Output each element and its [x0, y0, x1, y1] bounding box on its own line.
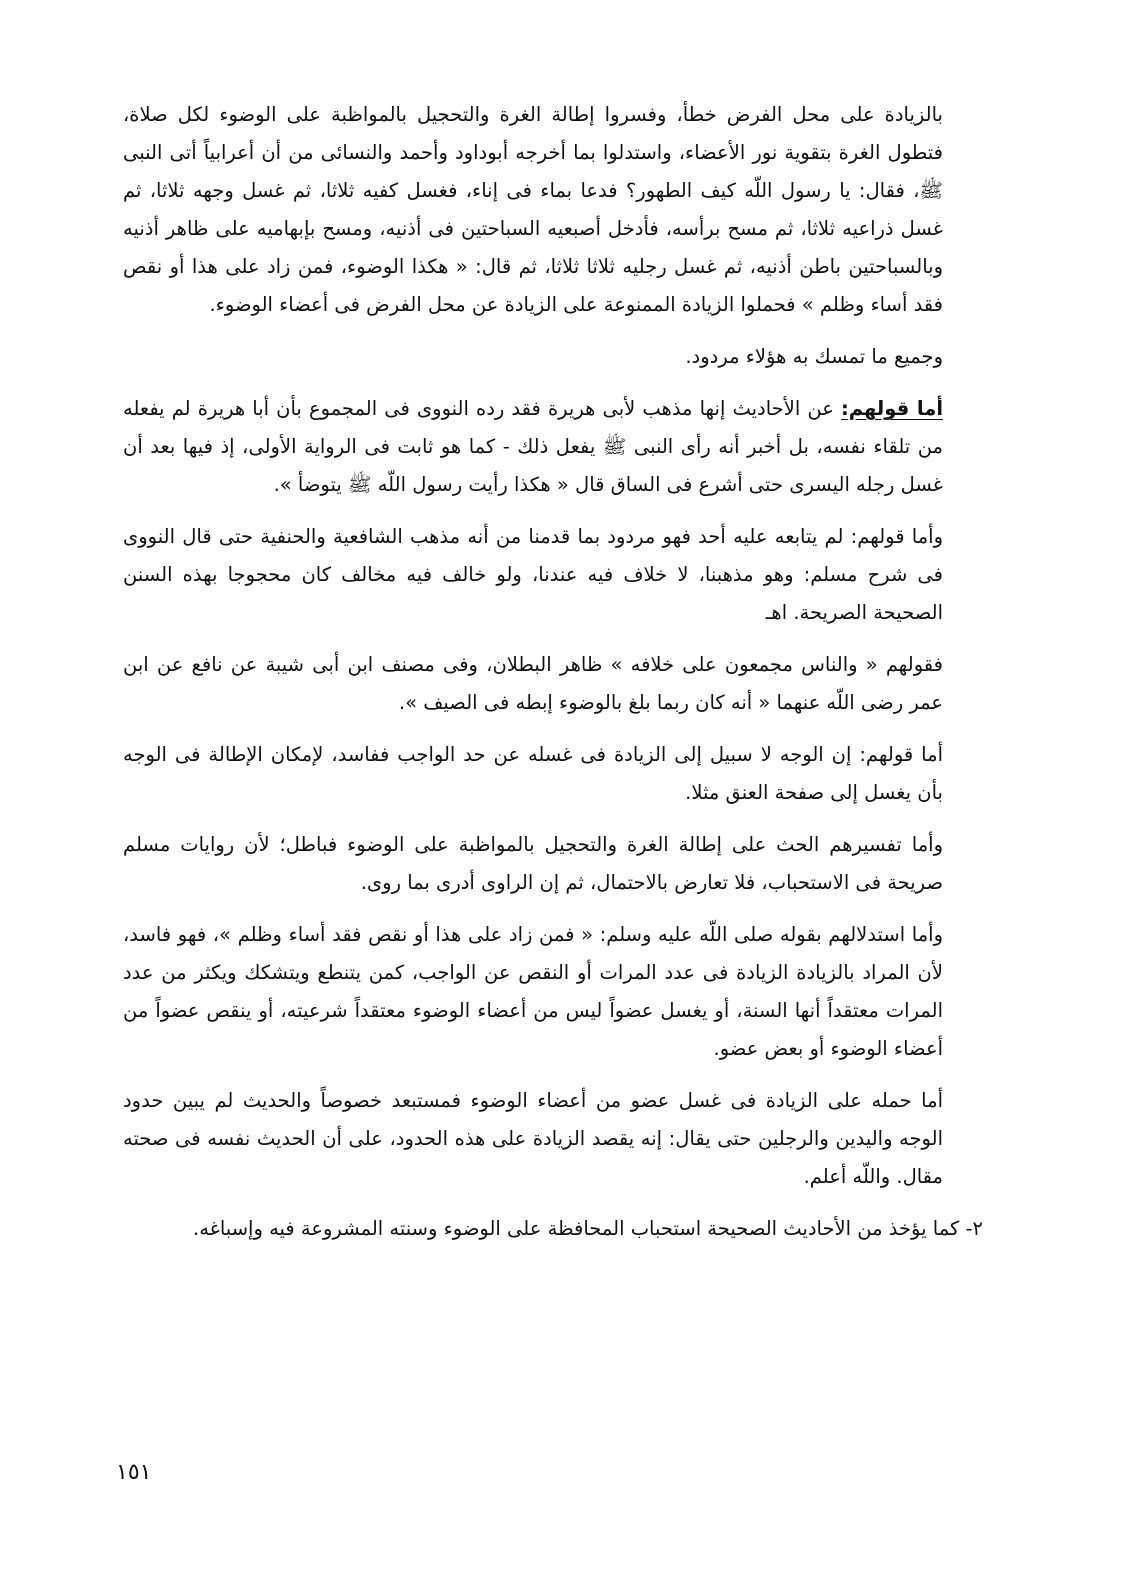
paragraph-9: أما حمله على الزيادة فى غسل عضو من أعضاء الوضوء فمستبعد خصوصاً والحديث لم يبين حدود الوجه واليدين والرجلين حتى يقال: إنه يقصد الزيادة على هذه الحدود، على أن الحديث نفسه فى صحته مقال. واللّه أعلم.	[123, 1089, 943, 1188]
page-body	[123, 96, 983, 1262]
paragraph-4: وأما قولهم: لم يتابعه عليه أحد فهو مردود بما قدمنا من أنه مذهب الشافعية والحنفية حتى قال النووى فى شرح مسلم: وهو مذهبنا، لا خلاف فيه عندنا، ولو خالف فيه مخالف كان محجوجا بهذه السنن الصحيحة الصريحة. اهـ	[123, 525, 943, 624]
paragraph-5: فقولهم « والناس مجمعون على خلافه » ظاهر البطلان، وفى مصنف ابن أبى شيبة عن نافع عن ابن عمر رضى اللّه عنهما « أنه كان ربما بلغ بالوضوء إبطه فى الصيف ».	[123, 653, 943, 714]
item-number: ٢-	[965, 1217, 983, 1240]
paragraph-8: وأما استدلالهم بقوله صلى اللّه عليه وسلم: « فمن زاد على هذا أو نقص فقد أساء وظلم »، فهو فاسد، لأن المراد بالزيادة الزيادة فى عدد المرات أو النقص عن الواجب، كمن يتنطع ويتشكك ويكثر من عدد المرات معتقداً أنها السنة، أو يغسل عضواً ليس من أعضاء الوضوء معتقداً شرعيته، أو ينقص عضواً من أعضاء الوضوء أو بعض عضو.	[123, 923, 943, 1060]
item-text: كما يؤخذ من الأحاديث الصحيحة استحباب المحافظة على الوضوء وسنته المشروعة فيه وإسباغه.	[193, 1217, 966, 1240]
paragraph-6: أما قولهم: إن الوجه لا سبيل إلى الزيادة فى غسله عن حد الواجب ففاسد، لإمكان الإطالة فى الوجه بأن يغسل إلى صفحة العنق مثلا.	[123, 743, 943, 804]
page-number: ١٥١	[116, 1460, 152, 1485]
numbered-item-2	[123, 1210, 983, 1248]
paragraph-7: وأما تفسيرهم الحث على إطالة الغرة والتحجيل بالمواظبة على الوضوء فباطل؛ لأن روايات مسلم صريحة فى الاستحباب، فلا تعارض بالاحتمال، ثم إن الراوى أدرى بما روى.	[123, 833, 943, 894]
paragraph-3-lead: أما قولهم:	[840, 397, 943, 420]
paragraph-3	[123, 390, 943, 504]
paragraph-1: بالزيادة على محل الفرض خطأ، وفسروا إطالة الغرة والتحجيل بالمواظبة على الوضوء لكل صلاة، فتطول الغرة بتقوية نور الأعضاء، واستدلوا بما أخرجه أبوداود وأحمد والنسائى من أن أعرابياً أتى النبى ﷺ، فقال: يا رسول اللّه كيف الطهور؟ فدعا بماء فى إناء، فغسل كفيه ثلاثا، ثم غسل وجهه ثلاثا، ثم غسل ذراعيه ثلاثا، ثم مسح برأسه، فأدخل أصبعيه السباحتين فى أذنيه، ومسح بإبهاميه على ظاهر أذنيه وبالسباحتين باطن أذنيه، ثم غسل رجليه ثلاثا ثلاثا، ثم قال: « هكذا الوضوء، فمن زاد على هذا أو نقص فقد أساء وظلم » فحملوا الزيادة الممنوعة على الزيادة عن محل الفرض فى أعضاء الوضوء.	[123, 103, 943, 316]
paragraph-3-text: عن الأحاديث إنها مذهب لأبى هريرة فقد رده النووى فى المجموع بأن أبا هريرة لم يفعله من تلقاء نفسه، بل أخبر أنه رأى النبى ﷺ يفعل ذلك - كما هو ثابت فى الرواية الأولى، إذ فيها بعد أن غسل رجله اليسرى حتى أشرع فى الساق قال « هكذا رأيت رسول اللّه ﷺ يتوضأ ».	[123, 397, 943, 496]
paragraph-2: وجميع ما تمسك به هؤلاء مردود.	[685, 345, 943, 368]
